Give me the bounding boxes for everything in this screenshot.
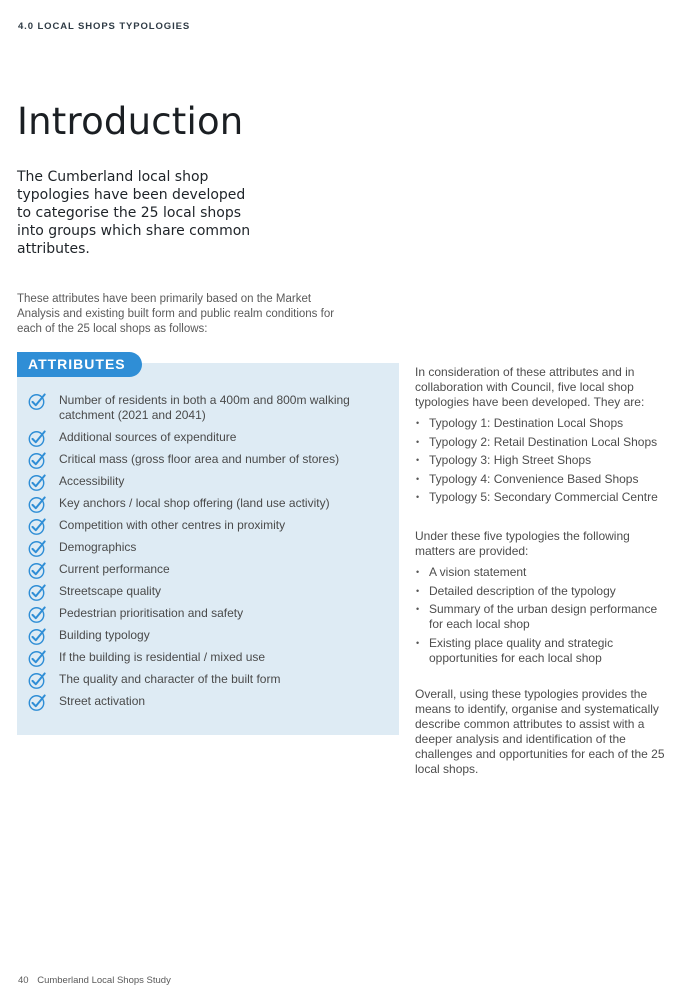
check-circle-icon	[27, 539, 46, 558]
intro-lead: The Cumberland local shop typologies have been developed to categorise the 25 local shops into groups which share common attributes.	[17, 169, 251, 257]
attribute-item	[27, 584, 387, 599]
attribute-item	[27, 393, 387, 423]
check-circle-icon	[27, 583, 46, 602]
attributes-list	[27, 393, 387, 716]
section-label: 4.0 LOCAL SHOPS TYPOLOGIES	[18, 21, 191, 32]
attribute-label: Critical mass (gross floor area and number of stores)	[59, 452, 340, 466]
attribute-item	[27, 650, 387, 665]
attribute-item	[27, 694, 387, 709]
attribute-item	[27, 562, 387, 577]
attribute-label: Streetscape quality	[59, 584, 162, 598]
attribute-label: Pedestrian prioritisation and safety	[59, 606, 244, 620]
attribute-item	[27, 430, 387, 445]
attribute-item	[27, 518, 387, 533]
typology-item: • Typology 3: High Street Shops	[415, 453, 670, 468]
typologies-section	[415, 365, 670, 509]
check-circle-icon	[27, 649, 46, 668]
check-circle-icon	[27, 392, 46, 411]
typology-item: • Typology 2: Retail Destination Local Shops	[415, 435, 670, 450]
attribute-item	[27, 474, 387, 489]
attribute-label: Demographics	[59, 540, 137, 554]
attribute-item	[27, 540, 387, 555]
typology-item: • Typology 1: Destination Local Shops	[415, 416, 670, 431]
typology-item: • Typology 4: Convenience Based Shops	[415, 472, 670, 487]
check-circle-icon	[27, 451, 46, 470]
check-circle-icon	[27, 429, 46, 448]
attribute-label: Key anchors / local shop offering (land use activity)	[59, 496, 330, 510]
attribute-label: Competition with other centres in proximity	[59, 518, 286, 532]
attribute-label: Current performance	[59, 562, 170, 576]
page-number: 40	[18, 975, 29, 986]
attribute-label: Street activation	[59, 694, 146, 708]
matter-item: • Summary of the urban design performance for each local shop	[415, 602, 670, 632]
attribute-label: Accessibility	[59, 474, 125, 488]
matters-list	[415, 565, 670, 666]
intro-body: These attributes have been primarily based on the Market Analysis and existing built form and public realm conditions for each of the 25 local shops as follows:	[17, 293, 335, 335]
matter-item: • A vision statement	[415, 565, 670, 580]
check-circle-icon	[27, 605, 46, 624]
attribute-item	[27, 606, 387, 621]
matter-item: • Existing place quality and strategic opportunities for each local shop	[415, 636, 670, 666]
typologies-intro: In consideration of these attributes and in collaboration with Council, five local shop typologies have been developed. They are:	[415, 365, 645, 409]
conclusion-section	[415, 687, 670, 777]
check-circle-icon	[27, 693, 46, 712]
check-circle-icon	[27, 495, 46, 514]
document-title: Cumberland Local Shops Study	[37, 975, 171, 986]
attribute-label: The quality and character of the built form	[59, 672, 281, 686]
check-circle-icon	[27, 627, 46, 646]
page-footer	[18, 975, 171, 986]
attribute-label: Number of residents in both a 400m and 800m walking catchment (2021 and 2041)	[59, 393, 350, 422]
check-circle-icon	[27, 517, 46, 536]
attribute-item	[27, 452, 387, 467]
check-circle-icon	[27, 561, 46, 580]
attributes-heading: ATTRIBUTES	[17, 352, 142, 377]
attribute-label: Building typology	[59, 628, 150, 642]
page-title: Introduction	[17, 100, 244, 143]
attribute-label: If the building is residential / mixed use	[59, 650, 266, 664]
attribute-label: Additional sources of expenditure	[59, 430, 237, 444]
attributes-panel	[17, 356, 399, 735]
attribute-item	[27, 672, 387, 687]
check-circle-icon	[27, 671, 46, 690]
attribute-item	[27, 628, 387, 643]
check-circle-icon	[27, 473, 46, 492]
conclusion-text: Overall, using these typologies provides the means to identify, organise and systematically describe common attributes to assist with a deeper analysis and identification of the challenges and opportunities for each of the 25 local shops.	[415, 687, 665, 776]
typology-item: • Typology 5: Secondary Commercial Centre	[415, 490, 670, 505]
attribute-item	[27, 496, 387, 511]
typology-list	[415, 416, 670, 505]
matters-intro: Under these five typologies the following matters are provided:	[415, 529, 630, 558]
matters-section	[415, 529, 670, 669]
matter-item: • Detailed description of the typology	[415, 584, 670, 599]
